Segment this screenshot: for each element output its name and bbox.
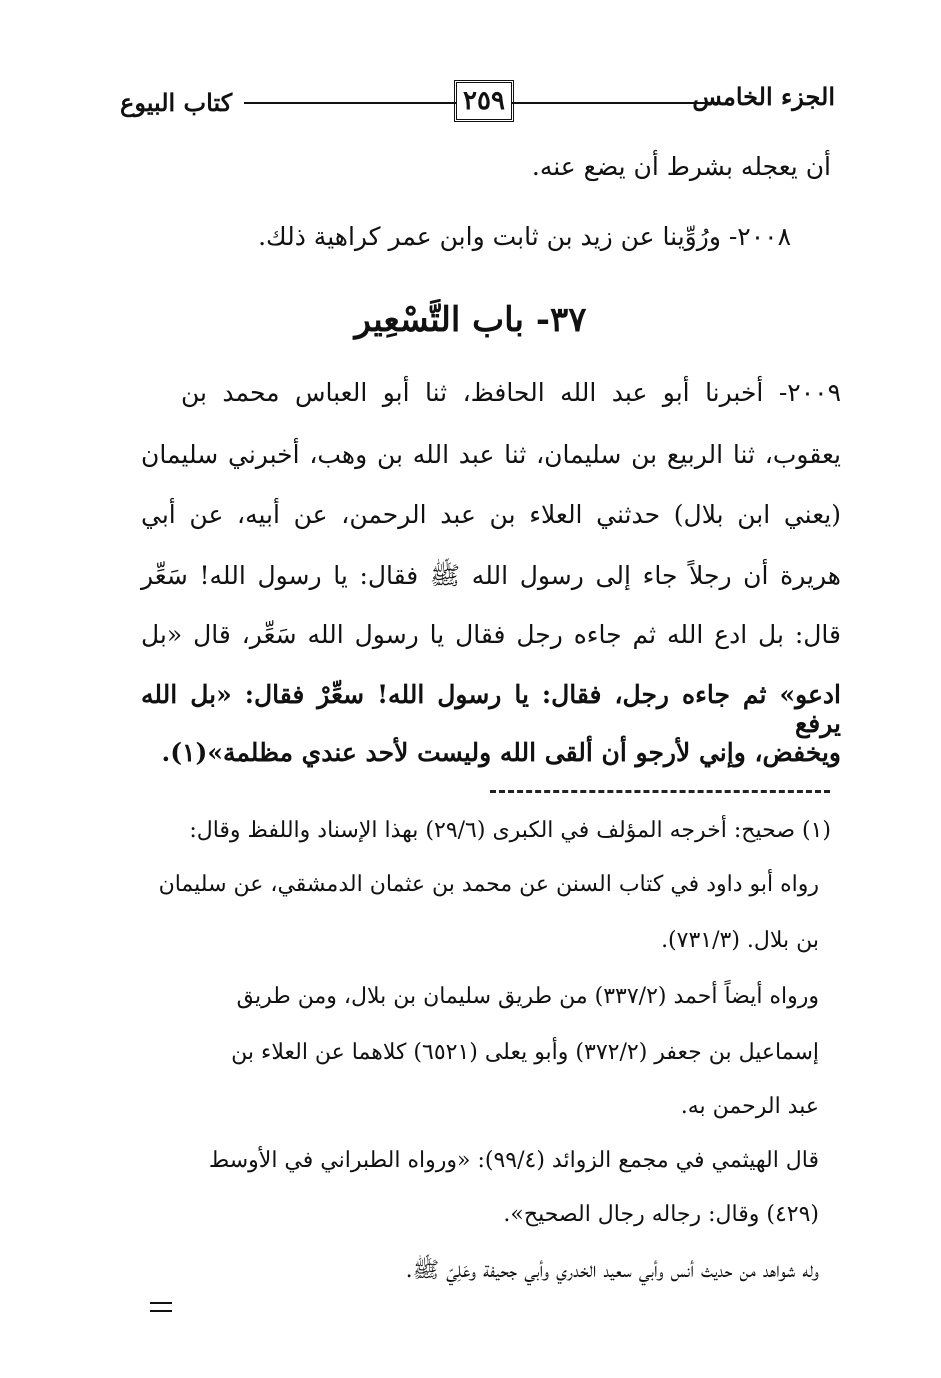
volume-title: الجزء الخامس xyxy=(692,82,835,111)
text-line: أن يعجله بشرط أن يضع عنه. xyxy=(531,152,831,181)
footnote-line: (١) صحيح: أخرجه المؤلف في الكبرى (٢٩/٦) بهذا الإسناد واللفظ وقال: xyxy=(189,818,831,843)
chapter-title: ٣٧- باب التَّسْعِير xyxy=(354,300,587,340)
footnote-line: قال الهيثمي في مجمع الزوائد (٩٩/٤): «ورواه الطبراني في الأوسط xyxy=(208,1148,819,1173)
footnote-line: ورواه أيضاً أحمد (٣٣٧/٢) من طريق سليمان بن بلال، ومن طريق xyxy=(236,984,819,1009)
hadith-line: قال: بل ادع الله ثم جاءه رجل فقال يا رسول الله سَعِّر، قال «بل xyxy=(141,620,841,649)
footnote-line: عبد الرحمن به. xyxy=(680,1094,819,1119)
book-title: كتاب البيوع xyxy=(120,88,233,117)
page-number: ٢٥٩ xyxy=(454,80,514,122)
footnote-separator xyxy=(490,790,830,793)
hadith-line: ادعو» ثم جاءه رجل، فقال: يا رسول الله! سعِّرْ فقال: «بل الله يرفع xyxy=(141,680,841,738)
footnote-line: بن بلال. (٧٣١/٣). xyxy=(661,928,819,953)
header-rule-right xyxy=(512,102,720,104)
footnote-line: وله شواهد من حديث أنس وأبي سعيد الخدري وأبي جحيفة وعَلِيّ ﷺ. xyxy=(405,1258,819,1283)
hadith-line: ويخفض، وإني لأرجو أن ألقى الله وليست لأحد عندي مظلمة»(١). xyxy=(161,738,841,767)
continuation-mark xyxy=(150,1302,172,1312)
running-header xyxy=(120,72,835,132)
footnote-line: إسماعيل بن جعفر (٣٧٢/٢) وأبو يعلى (٦٥٢١) كلاهما عن العلاء بن xyxy=(231,1040,819,1065)
text-line: ٢٠٠٨- ورُوِّينا عن زيد بن ثابت وابن عمر كراهية ذلك. xyxy=(258,222,791,251)
hadith-line: يعقوب، ثنا الربيع بن سليمان، ثنا عبد الله بن وهب، أخبرني سليمان xyxy=(141,440,841,469)
footnote-line: رواه أبو داود في كتاب السنن عن محمد بن عثمان الدمشقي، عن سليمان xyxy=(158,872,819,897)
hadith-line: (يعني ابن بلال) حدثني العلاء بن عبد الرحمن، عن أبيه، عن أبي xyxy=(141,500,841,529)
header-rule-left xyxy=(244,102,456,104)
hadith-line: هريرة أن رجلاً جاء إلى رسول الله ﷺ فقال: يا رسول الله! سَعِّر xyxy=(141,561,841,590)
footnote-line: (٤٢٩) وقال: رجاله رجال الصحيح». xyxy=(503,1202,819,1227)
hadith-line: ٢٠٠٩- أخبرنا أبو عبد الله الحافظ، ثنا أبو العباس محمد بن xyxy=(181,378,841,407)
